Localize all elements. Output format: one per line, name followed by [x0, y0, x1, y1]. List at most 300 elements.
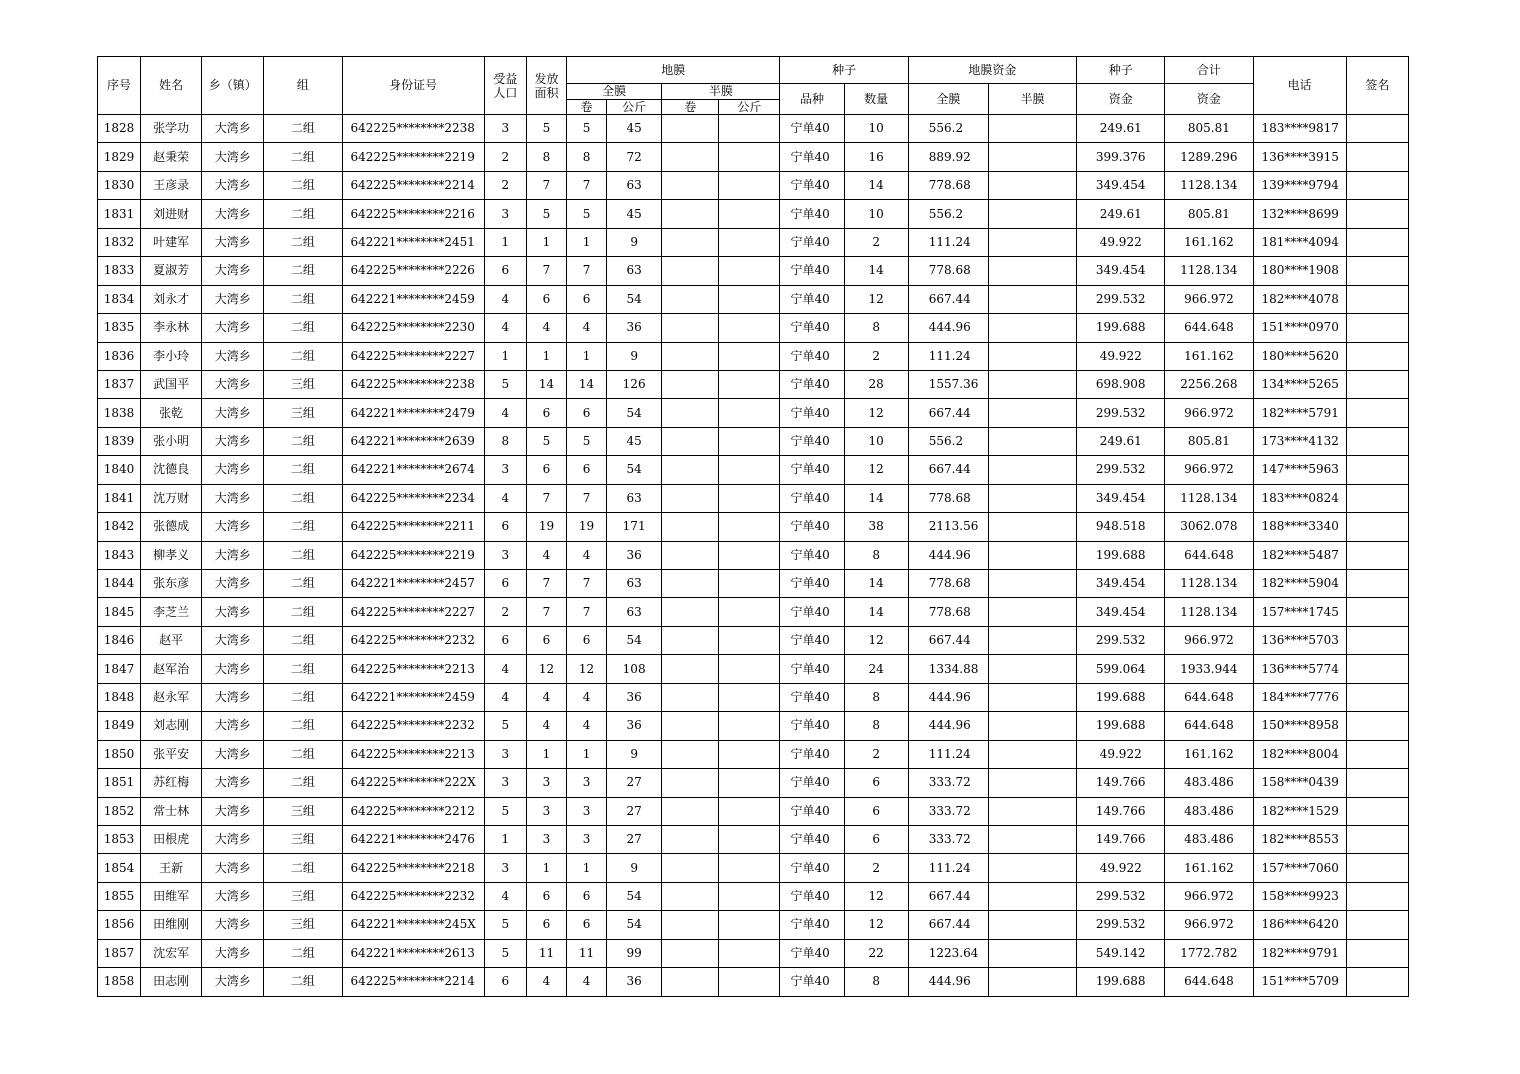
cell-film-fund-full: 556.2 [908, 427, 988, 455]
cell-sign [1346, 370, 1408, 398]
cell-town: 大湾乡 [202, 200, 264, 228]
cell-full-kg: 72 [607, 143, 662, 171]
table-body [98, 115, 1409, 997]
cell-total: 161.162 [1165, 854, 1253, 882]
cell-half-kg [719, 854, 780, 882]
cell-film-fund-full: 667.44 [908, 456, 988, 484]
cell-half-roll [662, 257, 719, 285]
cell-full-roll: 5 [567, 427, 607, 455]
header-full-roll: 卷 [567, 100, 607, 115]
cell-total: 966.972 [1165, 285, 1253, 313]
cell-film-fund-full: 778.68 [908, 484, 988, 512]
cell-seed-fund: 49.922 [1077, 740, 1165, 768]
cell-sign [1346, 228, 1408, 256]
cell-quantity: 12 [844, 626, 908, 654]
cell-name: 苏红梅 [141, 769, 202, 797]
cell-town: 大湾乡 [202, 456, 264, 484]
cell-film-fund-half [988, 655, 1076, 683]
table-header [98, 57, 1409, 115]
cell-half-kg [719, 769, 780, 797]
cell-group: 二组 [264, 655, 342, 683]
cell-film-fund-full: 333.72 [908, 769, 988, 797]
cell-sign [1346, 968, 1408, 996]
cell-full-roll: 4 [567, 541, 607, 569]
cell-quantity: 14 [844, 171, 908, 199]
cell-half-kg [719, 712, 780, 740]
cell-seq: 1830 [98, 171, 141, 199]
cell-sign [1346, 626, 1408, 654]
cell-film-fund-full: 1223.64 [908, 939, 988, 967]
cell-seed-fund: 698.908 [1077, 370, 1165, 398]
cell-town: 大湾乡 [202, 882, 264, 910]
cell-full-roll: 4 [567, 968, 607, 996]
cell-film-fund-full: 444.96 [908, 541, 988, 569]
cell-town: 大湾乡 [202, 939, 264, 967]
cell-name: 赵永军 [141, 683, 202, 711]
cell-full-kg: 36 [607, 712, 662, 740]
cell-seed-fund: 149.766 [1077, 769, 1165, 797]
cell-half-roll [662, 171, 719, 199]
cell-phone: 182****5791 [1253, 399, 1346, 427]
cell-quantity: 6 [844, 825, 908, 853]
table-row [98, 484, 1409, 512]
cell-variety: 宁单40 [780, 769, 844, 797]
cell-group: 二组 [264, 570, 342, 598]
cell-full-kg: 9 [607, 854, 662, 882]
cell-full-roll: 7 [567, 570, 607, 598]
cell-quantity: 12 [844, 399, 908, 427]
cell-half-kg [719, 968, 780, 996]
cell-film-fund-half [988, 825, 1076, 853]
cell-phone: 183****9817 [1253, 115, 1346, 143]
cell-film-fund-half [988, 911, 1076, 939]
cell-quantity: 10 [844, 115, 908, 143]
cell-film-fund-full: 1334.88 [908, 655, 988, 683]
cell-film-fund-half [988, 115, 1076, 143]
header-beneficiary-text: 受益人口 [493, 71, 518, 100]
cell-film-fund-half [988, 427, 1076, 455]
cell-sign [1346, 200, 1408, 228]
cell-name: 武国平 [141, 370, 202, 398]
cell-variety: 宁单40 [780, 570, 844, 598]
header-area [526, 57, 566, 115]
cell-sign [1346, 257, 1408, 285]
cell-name: 田志刚 [141, 968, 202, 996]
cell-phone: 180****5620 [1253, 342, 1346, 370]
cell-town: 大湾乡 [202, 570, 264, 598]
cell-quantity: 6 [844, 797, 908, 825]
cell-seed-fund: 249.61 [1077, 200, 1165, 228]
cell-film-fund-full: 778.68 [908, 570, 988, 598]
cell-full-roll: 19 [567, 513, 607, 541]
cell-full-roll: 3 [567, 797, 607, 825]
cell-variety: 宁单40 [780, 257, 844, 285]
cell-full-roll: 14 [567, 370, 607, 398]
cell-full-roll: 7 [567, 484, 607, 512]
cell-film-fund-half [988, 228, 1076, 256]
cell-phone: 150****8958 [1253, 712, 1346, 740]
cell-full-kg: 54 [607, 285, 662, 313]
cell-sign [1346, 939, 1408, 967]
cell-pop: 1 [484, 825, 526, 853]
cell-name: 王彦录 [141, 171, 202, 199]
cell-town: 大湾乡 [202, 314, 264, 342]
cell-full-kg: 54 [607, 911, 662, 939]
cell-half-kg [719, 171, 780, 199]
cell-full-roll: 4 [567, 314, 607, 342]
cell-pop: 3 [484, 115, 526, 143]
cell-variety: 宁单40 [780, 911, 844, 939]
cell-sign [1346, 740, 1408, 768]
cell-quantity: 22 [844, 939, 908, 967]
cell-full-kg: 63 [607, 257, 662, 285]
cell-variety: 宁单40 [780, 285, 844, 313]
cell-sign [1346, 427, 1408, 455]
cell-quantity: 8 [844, 712, 908, 740]
cell-film-fund-full: 333.72 [908, 797, 988, 825]
cell-half-roll [662, 513, 719, 541]
cell-seq: 1832 [98, 228, 141, 256]
cell-seq: 1855 [98, 882, 141, 910]
table-row [98, 882, 1409, 910]
cell-half-kg [719, 655, 780, 683]
distribution-table [97, 56, 1409, 997]
cell-name: 田维刚 [141, 911, 202, 939]
cell-full-kg: 27 [607, 797, 662, 825]
cell-town: 大湾乡 [202, 797, 264, 825]
cell-pop: 4 [484, 285, 526, 313]
cell-town: 大湾乡 [202, 115, 264, 143]
cell-area: 1 [526, 740, 566, 768]
header-town: 乡（镇） [202, 57, 264, 115]
cell-name: 沈万财 [141, 484, 202, 512]
cell-sign [1346, 285, 1408, 313]
cell-film-fund-half [988, 171, 1076, 199]
cell-id: 642221********2479 [342, 399, 484, 427]
cell-half-kg [719, 825, 780, 853]
cell-half-kg [719, 939, 780, 967]
cell-quantity: 8 [844, 968, 908, 996]
cell-film-fund-full: 667.44 [908, 399, 988, 427]
cell-full-roll: 7 [567, 598, 607, 626]
header-phone: 电话 [1253, 57, 1346, 115]
cell-half-roll [662, 854, 719, 882]
table-row [98, 740, 1409, 768]
cell-half-kg [719, 513, 780, 541]
cell-full-roll: 5 [567, 200, 607, 228]
cell-half-roll [662, 370, 719, 398]
cell-pop: 3 [484, 854, 526, 882]
cell-id: 642225********2214 [342, 968, 484, 996]
cell-phone: 182****1529 [1253, 797, 1346, 825]
cell-full-kg: 54 [607, 626, 662, 654]
cell-seed-fund: 399.376 [1077, 143, 1165, 171]
cell-film-fund-half [988, 968, 1076, 996]
cell-town: 大湾乡 [202, 541, 264, 569]
cell-quantity: 10 [844, 200, 908, 228]
cell-full-roll: 7 [567, 171, 607, 199]
cell-area: 6 [526, 626, 566, 654]
cell-half-kg [719, 683, 780, 711]
cell-seed-fund: 349.454 [1077, 171, 1165, 199]
cell-variety: 宁单40 [780, 228, 844, 256]
cell-sign [1346, 171, 1408, 199]
cell-half-roll [662, 484, 719, 512]
cell-phone: 136****5774 [1253, 655, 1346, 683]
cell-full-kg: 45 [607, 200, 662, 228]
cell-quantity: 12 [844, 882, 908, 910]
cell-phone: 183****0824 [1253, 484, 1346, 512]
cell-variety: 宁单40 [780, 171, 844, 199]
cell-total: 966.972 [1165, 626, 1253, 654]
cell-half-roll [662, 143, 719, 171]
header-half-kg: 公斤 [719, 100, 780, 115]
cell-id: 642221********2639 [342, 427, 484, 455]
cell-total: 2256.268 [1165, 370, 1253, 398]
cell-pop: 6 [484, 257, 526, 285]
cell-film-fund-half [988, 854, 1076, 882]
cell-sign [1346, 484, 1408, 512]
cell-town: 大湾乡 [202, 228, 264, 256]
cell-half-roll [662, 825, 719, 853]
cell-seed-fund: 299.532 [1077, 626, 1165, 654]
cell-total: 161.162 [1165, 228, 1253, 256]
table-row [98, 655, 1409, 683]
cell-phone: 157****7060 [1253, 854, 1346, 882]
cell-pop: 3 [484, 456, 526, 484]
cell-id: 642225********2232 [342, 626, 484, 654]
cell-total: 1933.944 [1165, 655, 1253, 683]
cell-seed-fund: 299.532 [1077, 456, 1165, 484]
cell-film-fund-full: 111.24 [908, 342, 988, 370]
cell-seq: 1851 [98, 769, 141, 797]
cell-seq: 1837 [98, 370, 141, 398]
cell-variety: 宁单40 [780, 968, 844, 996]
cell-half-roll [662, 797, 719, 825]
cell-total: 966.972 [1165, 882, 1253, 910]
cell-full-kg: 9 [607, 228, 662, 256]
cell-sign [1346, 712, 1408, 740]
cell-pop: 6 [484, 626, 526, 654]
cell-town: 大湾乡 [202, 427, 264, 455]
cell-town: 大湾乡 [202, 370, 264, 398]
cell-sign [1346, 911, 1408, 939]
cell-town: 大湾乡 [202, 626, 264, 654]
cell-group: 二组 [264, 228, 342, 256]
cell-pop: 1 [484, 228, 526, 256]
cell-pop: 4 [484, 314, 526, 342]
cell-seed-fund: 948.518 [1077, 513, 1165, 541]
cell-variety: 宁单40 [780, 370, 844, 398]
cell-half-kg [719, 342, 780, 370]
cell-variety: 宁单40 [780, 939, 844, 967]
cell-seed-fund: 199.688 [1077, 314, 1165, 342]
cell-area: 1 [526, 228, 566, 256]
cell-half-kg [719, 541, 780, 569]
cell-group: 二组 [264, 598, 342, 626]
cell-variety: 宁单40 [780, 882, 844, 910]
cell-half-roll [662, 228, 719, 256]
cell-quantity: 12 [844, 911, 908, 939]
cell-name: 张乾 [141, 399, 202, 427]
cell-full-roll: 1 [567, 740, 607, 768]
cell-town: 大湾乡 [202, 513, 264, 541]
cell-variety: 宁单40 [780, 683, 844, 711]
cell-half-roll [662, 626, 719, 654]
cell-half-kg [719, 911, 780, 939]
cell-area: 7 [526, 570, 566, 598]
cell-sign [1346, 456, 1408, 484]
cell-group: 三组 [264, 370, 342, 398]
cell-phone: 158****0439 [1253, 769, 1346, 797]
cell-seed-fund: 199.688 [1077, 968, 1165, 996]
cell-town: 大湾乡 [202, 598, 264, 626]
cell-half-kg [719, 427, 780, 455]
cell-phone: 147****5963 [1253, 456, 1346, 484]
cell-sign [1346, 399, 1408, 427]
cell-full-kg: 54 [607, 399, 662, 427]
cell-area: 5 [526, 115, 566, 143]
table-row [98, 456, 1409, 484]
header-film-fund: 地膜资金 [908, 57, 1076, 84]
cell-phone: 182****4078 [1253, 285, 1346, 313]
cell-variety: 宁单40 [780, 712, 844, 740]
cell-half-roll [662, 570, 719, 598]
cell-half-kg [719, 257, 780, 285]
table-row [98, 712, 1409, 740]
cell-variety: 宁单40 [780, 626, 844, 654]
cell-quantity: 14 [844, 570, 908, 598]
cell-seed-fund: 49.922 [1077, 342, 1165, 370]
cell-total: 966.972 [1165, 456, 1253, 484]
cell-full-roll: 1 [567, 854, 607, 882]
cell-id: 642225********2211 [342, 513, 484, 541]
cell-full-kg: 63 [607, 570, 662, 598]
cell-town: 大湾乡 [202, 143, 264, 171]
cell-area: 4 [526, 541, 566, 569]
cell-pop: 5 [484, 370, 526, 398]
cell-area: 6 [526, 285, 566, 313]
cell-total: 1128.134 [1165, 171, 1253, 199]
cell-area: 6 [526, 882, 566, 910]
cell-total: 966.972 [1165, 399, 1253, 427]
cell-film-fund-full: 889.92 [908, 143, 988, 171]
cell-quantity: 14 [844, 598, 908, 626]
cell-pop: 4 [484, 399, 526, 427]
cell-group: 二组 [264, 740, 342, 768]
header-film-fund-half: 半膜 [988, 84, 1076, 115]
cell-film-fund-full: 778.68 [908, 598, 988, 626]
cell-phone: 173****4132 [1253, 427, 1346, 455]
cell-seq: 1847 [98, 655, 141, 683]
cell-full-kg: 54 [607, 882, 662, 910]
cell-seed-fund: 149.766 [1077, 825, 1165, 853]
cell-film-fund-half [988, 314, 1076, 342]
table-row [98, 626, 1409, 654]
table-row [98, 825, 1409, 853]
cell-film-fund-full: 556.2 [908, 115, 988, 143]
cell-id: 642225********2212 [342, 797, 484, 825]
cell-town: 大湾乡 [202, 285, 264, 313]
cell-group: 二组 [264, 968, 342, 996]
cell-pop: 4 [484, 882, 526, 910]
cell-quantity: 16 [844, 143, 908, 171]
cell-film-fund-half [988, 370, 1076, 398]
cell-pop: 5 [484, 797, 526, 825]
cell-seed-fund: 349.454 [1077, 484, 1165, 512]
cell-full-roll: 6 [567, 882, 607, 910]
cell-area: 8 [526, 143, 566, 171]
cell-phone: 158****9923 [1253, 882, 1346, 910]
cell-full-kg: 63 [607, 171, 662, 199]
cell-quantity: 10 [844, 427, 908, 455]
cell-group: 二组 [264, 456, 342, 484]
cell-id: 642225********222X [342, 769, 484, 797]
header-group: 组 [264, 57, 342, 115]
cell-film-fund-full: 444.96 [908, 683, 988, 711]
cell-group: 三组 [264, 797, 342, 825]
cell-town: 大湾乡 [202, 968, 264, 996]
header-variety: 品种 [780, 84, 844, 115]
cell-id: 642225********2226 [342, 257, 484, 285]
cell-name: 赵秉荣 [141, 143, 202, 171]
header-half-film: 半膜 [662, 84, 780, 100]
cell-half-roll [662, 939, 719, 967]
cell-variety: 宁单40 [780, 513, 844, 541]
cell-id: 642225********2219 [342, 541, 484, 569]
cell-phone: 151****5709 [1253, 968, 1346, 996]
cell-total: 1772.782 [1165, 939, 1253, 967]
cell-full-roll: 6 [567, 285, 607, 313]
cell-town: 大湾乡 [202, 342, 264, 370]
cell-quantity: 6 [844, 769, 908, 797]
cell-seed-fund: 149.766 [1077, 797, 1165, 825]
cell-seq: 1840 [98, 456, 141, 484]
cell-seq: 1833 [98, 257, 141, 285]
cell-half-roll [662, 456, 719, 484]
cell-half-roll [662, 342, 719, 370]
cell-seed-fund: 299.532 [1077, 399, 1165, 427]
cell-half-roll [662, 598, 719, 626]
cell-phone: 136****5703 [1253, 626, 1346, 654]
cell-id: 642225********2227 [342, 342, 484, 370]
cell-total: 161.162 [1165, 740, 1253, 768]
header-half-roll: 卷 [662, 100, 719, 115]
header-film-fund-full: 全膜 [908, 84, 988, 115]
cell-film-fund-half [988, 484, 1076, 512]
table-row [98, 342, 1409, 370]
cell-name: 王新 [141, 854, 202, 882]
cell-film-fund-full: 444.96 [908, 314, 988, 342]
cell-full-roll: 6 [567, 399, 607, 427]
cell-seq: 1839 [98, 427, 141, 455]
cell-pop: 1 [484, 342, 526, 370]
cell-film-fund-full: 667.44 [908, 626, 988, 654]
cell-id: 642225********2227 [342, 598, 484, 626]
cell-total: 644.648 [1165, 683, 1253, 711]
cell-pop: 4 [484, 655, 526, 683]
cell-seq: 1856 [98, 911, 141, 939]
cell-area: 7 [526, 171, 566, 199]
cell-quantity: 2 [844, 228, 908, 256]
cell-film-fund-full: 778.68 [908, 257, 988, 285]
cell-full-kg: 9 [607, 740, 662, 768]
cell-half-kg [719, 285, 780, 313]
cell-name: 李永林 [141, 314, 202, 342]
cell-pop: 2 [484, 598, 526, 626]
cell-phone: 136****3915 [1253, 143, 1346, 171]
cell-group: 二组 [264, 171, 342, 199]
